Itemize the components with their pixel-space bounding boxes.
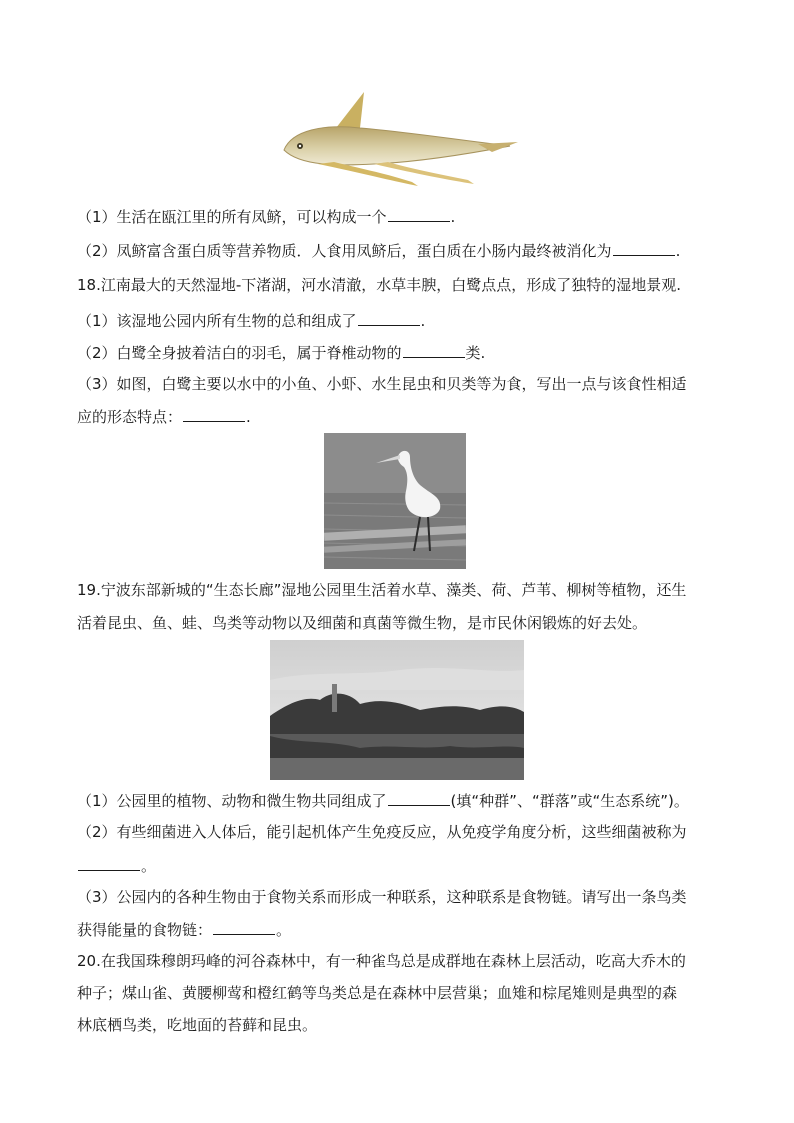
answer-blank[interactable] [78,855,140,871]
answer-blank[interactable] [183,406,245,422]
q18-sub3-line1: （3）如图，白鹭主要以水中的小鱼、小虾、水生昆虫和贝类等为食，写出一点与该食性相适 [77,375,687,393]
q18-sub2: （2）白鹭全身披着洁白的羽毛，属于脊椎动物的 类. [77,344,486,362]
wetland-park-image [270,640,524,780]
q19-sub2-line2: 。 [77,855,156,876]
q18-sub3-line2: 应的形态特点： . [77,408,251,426]
answer-blank[interactable] [358,310,420,326]
q20-stem-line3: 林底栖鸟类，吃地面的苔藓和昆虫。 [77,1016,318,1034]
q17-sub2: （2）凤鲚富含蛋白质等营养物质．人食用凤鲚后，蛋白质在小肠内最终被消化为 . [77,242,681,260]
q19-sub3-line1: （3）公园内的各种生物由于食物关系而形成一种联系，这种联系是食物链。请写出一条鸟类 [77,888,687,906]
q17-sub1: （1）生活在瓯江里的所有凤鲚，可以构成一个 . [77,208,456,226]
egret-image [324,433,466,569]
answer-blank[interactable] [613,240,675,256]
q19-sub1: （1）公园里的植物、动物和微生物共同组成了 (填“种群”、“群落”或“生态系统”)。 [77,792,689,810]
answer-blank[interactable] [403,342,465,358]
q18-sub1: （1）该湿地公园内所有生物的总和组成了 . [77,312,426,330]
answer-blank[interactable] [388,206,450,222]
answer-blank[interactable] [388,790,450,806]
q20-stem-line1: 20.在我国珠穆朗玛峰的河谷森林中，有一种雀鸟总是成群地在森林上层活动，吃高大乔木的 [77,952,686,970]
q19-stem-line1: 19.宁波东部新城的“生态长廊”湿地公园里生活着水草、藻类、荷、芦苇、柳树等植物，还生 [77,581,687,599]
q19-stem-line2: 活着昆虫、鱼、蛙、鸟类等动物以及细菌和真菌等微生物，是市民休闲锻炼的好去处。 [77,614,648,632]
fish-image [278,88,522,190]
answer-blank[interactable] [213,919,275,935]
q19-sub3-line2: 获得能量的食物链： 。 [77,921,292,939]
q19-sub2-line1: （2）有些细菌进入人体后，能引起机体产生免疫反应，从免疫学角度分析，这些细菌被称为 [77,823,687,841]
q20-stem-line2: 种子；煤山雀、黄腰柳莺和橙红鹤等鸟类总是在森林中层营巢；血雉和棕尾雉则是典型的森 [77,984,678,1002]
q18-stem: 18.江南最大的天然湿地-下渚湖，河水清澈，水草丰腴，白鹭点点，形成了独特的湿地景观. [77,276,682,294]
